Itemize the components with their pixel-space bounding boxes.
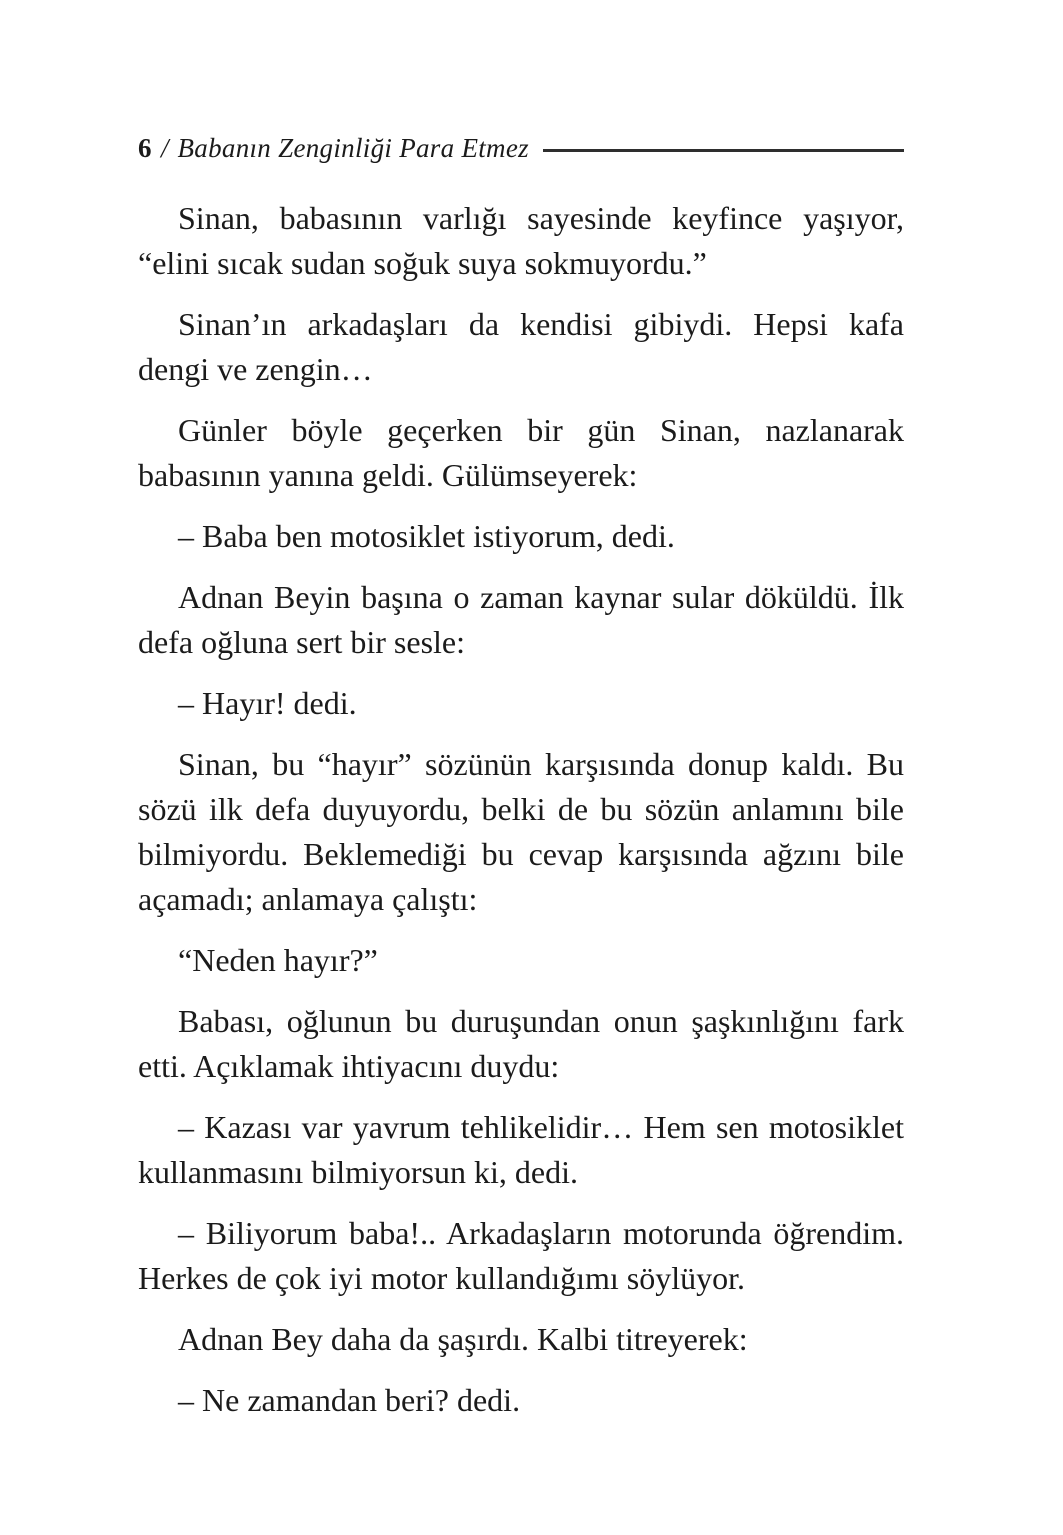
paragraph: Adnan Beyin başına o zaman kaynar sular döküldü. İlk defa oğluna sert bir sesle: (138, 579, 904, 660)
paragraph: Sinan’ın arkadaşları da kendisi gibiydi. Hepsi kafa dengi ve zengin… (138, 306, 904, 387)
paragraph: – Kazası var yavrum tehlikelidir… Hem sen motosiklet kullanmasını bilmiyorsun ki, dedi. (138, 1109, 904, 1190)
paragraph: – Ne zamandan beri? dedi. (178, 1382, 521, 1418)
paragraph: – Biliyorum baba!.. Arkadaşların motorunda öğrendim. Herkes de çok iyi motor kullandığımı söylüyor. (138, 1215, 904, 1296)
paragraph: Sinan, babasının varlığı sayesinde keyfince yaşıyor, “elini sıcak sudan soğuk suya sokmuyordu.” (138, 200, 904, 281)
page-number: 6 (138, 133, 152, 163)
paragraph: Adnan Bey daha da şaşırdı. Kalbi titreyerek: (178, 1321, 748, 1357)
paragraph: Babası, oğlunun bu duruşundan onun şaşkınlığını fark etti. Açıklamak ihtiyacını duydu: (138, 1003, 904, 1084)
running-title: Babanın Zenginliği Para Etmez (177, 133, 529, 163)
paragraph: Günler böyle geçerken bir gün Sinan, nazlanarak babasının yanına geldi. Gülümseyerek: (138, 412, 904, 493)
header-rule (543, 149, 904, 152)
paragraph: – Baba ben motosiklet istiyorum, dedi. (178, 518, 675, 554)
paragraph: Sinan, bu “hayır” sözünün karşısında donup kaldı. Bu sözü ilk defa duyuyordu, belki de bu sözün anlamını bile bilmiyordu. Beklemediği bu cevap karşısında ağzını bile açamadı; anlamaya çalıştı: (138, 746, 904, 917)
paragraph: – Hayır! dedi. (178, 685, 357, 721)
page-body (138, 196, 904, 1439)
paragraph: “Neden hayır?” (178, 942, 378, 978)
page-header (138, 131, 904, 165)
header-separator: / (161, 133, 169, 163)
